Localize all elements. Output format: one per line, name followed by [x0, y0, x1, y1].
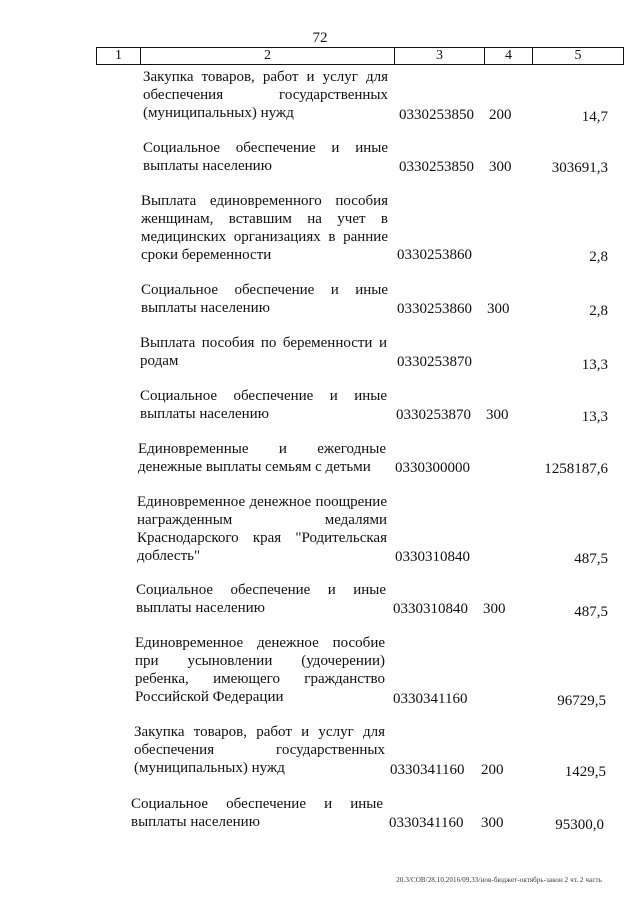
row-expense-type: 300 — [489, 159, 512, 175]
row-description: Выплата единовременного пособия женщинам, вставшим на учет в медицинских организациях в ранние сроки беременности — [141, 193, 388, 263]
row-code: 0330253860 — [397, 301, 472, 317]
row-amount: 487,5 — [574, 551, 608, 567]
row-description: Закупка товаров, работ и услуг для обеспечения государственных (муниципальных) нужд — [143, 69, 388, 121]
row-amount: 1258187,6 — [544, 461, 608, 477]
row-description: Социальное обеспечение и иные выплаты населению — [131, 796, 383, 830]
row-description: Социальное обеспечение и иные выплаты населению — [143, 140, 388, 174]
row-code: 0330253850 — [399, 107, 474, 123]
row-amount: 1429,5 — [564, 764, 606, 780]
header-col-4: 4 — [485, 48, 533, 64]
row-expense-type: 300 — [483, 601, 506, 617]
row-expense-type: 300 — [487, 301, 510, 317]
header-col-2: 2 — [141, 48, 395, 64]
row-code: 0330341160 — [390, 762, 465, 778]
row-code: 0330341160 — [393, 691, 468, 707]
row-amount: 2,8 — [589, 249, 608, 265]
row-amount: 96729,5 — [557, 693, 606, 709]
row-amount: 303691,3 — [551, 160, 608, 176]
row-amount: 14,7 — [581, 109, 608, 125]
row-expense-type: 300 — [481, 815, 504, 831]
row-code: 0330310840 — [395, 549, 470, 565]
row-expense-type: 200 — [481, 762, 504, 778]
header-col-1: 1 — [97, 48, 141, 64]
row-code: 0330253870 — [397, 354, 472, 370]
row-expense-type: 300 — [486, 407, 509, 423]
row-description: Единовременное денежное поощрение награжденным медалями Краснодарского края "Родительская доблесть" — [137, 494, 387, 564]
row-code: 0330310840 — [393, 601, 468, 617]
row-amount: 95300,0 — [555, 817, 604, 833]
row-description: Закупка товаров, работ и услуг для обеспечения государственных (муниципальных) нужд — [134, 724, 385, 776]
header-col-3: 3 — [395, 48, 485, 64]
row-amount: 2,8 — [589, 303, 608, 319]
row-code: 0330253850 — [399, 159, 474, 175]
row-description: Единовременные и ежегодные денежные выплаты семьям с детьми — [138, 441, 386, 475]
header-col-5: 5 — [574, 48, 582, 63]
row-description: Выплата пособия по беременности и родам — [140, 335, 387, 369]
row-description: Социальное обеспечение и иные выплаты населению — [141, 282, 388, 316]
row-code: 0330341160 — [389, 815, 464, 831]
row-description: Социальное обеспечение и иные выплаты населению — [136, 582, 386, 616]
row-amount: 487,5 — [574, 604, 608, 620]
row-code: 0330253870 — [396, 407, 471, 423]
row-description: Социальное обеспечение и иные выплаты населению — [140, 388, 387, 422]
row-expense-type: 200 — [489, 107, 512, 123]
row-code: 0330253860 — [397, 247, 472, 263]
row-code: 0330300000 — [395, 460, 470, 476]
table-header — [96, 47, 624, 65]
footer-file-reference: 20.3/СОВ/28.10.2016/09.33/нов-бюджет-октябрь-закон 2 чт. 2 часть — [396, 876, 602, 884]
row-description: Единовременное денежное пособие при усыновлении (удочерении) ребенка, имеющего гражданство Российской Федерации — [135, 635, 385, 705]
row-amount: 13,3 — [581, 357, 608, 373]
row-amount: 13,3 — [581, 409, 608, 425]
page-number: 72 — [312, 30, 328, 46]
